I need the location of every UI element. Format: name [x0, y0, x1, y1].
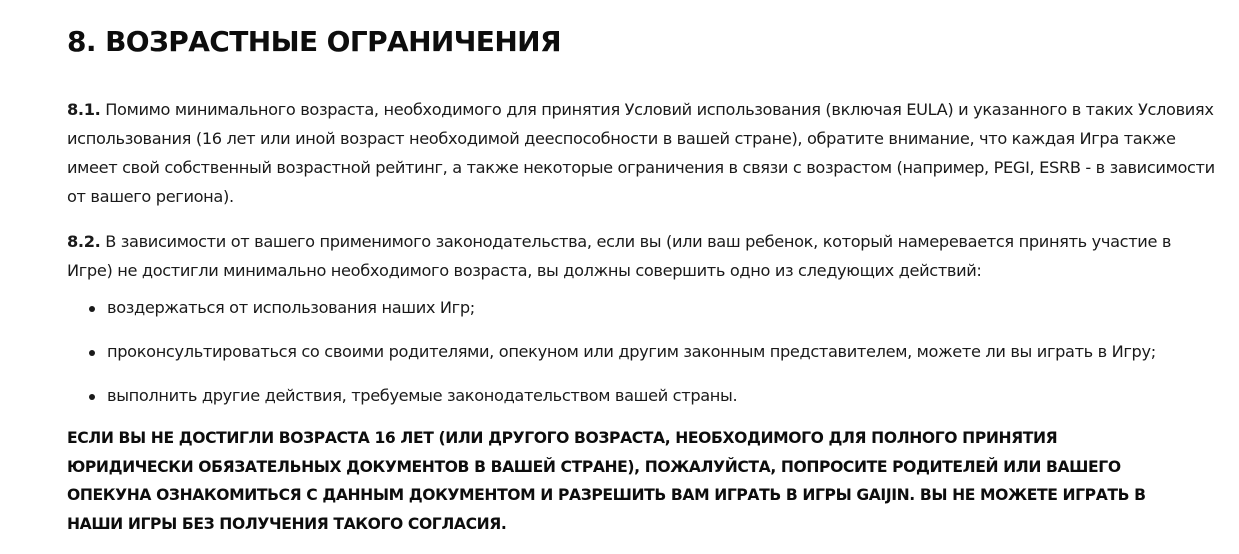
list-item: [67, 297, 1217, 319]
list-item-text: воздержаться от использования наших Игр;: [107, 298, 475, 317]
clause-8-2-text: В зависимости от вашего применимого законодательства, если вы (или ваш ребенок, который намеревается принять участие в Игре) не достигли минимально необходимого возраста, вы должны совершить одно из следующих действий:: [67, 232, 1172, 280]
clause-8-1: [67, 95, 1217, 211]
clause-8-1-text: Помимо минимального возраста, необходимого для принятия Условий использования (включая EULA) и указанного в таких Условиях использования (16 лет или иной возраст необходимой дееспособности в вашей стране), обратите внимание, что каждая Игра также имеет свой собственный возрастной рейтинг, а также некоторые ограничения в связи с возрастом (например, PEGI, ESRB - в зависимости от вашего региона).: [67, 100, 1215, 206]
bullet-dot-icon: [89, 350, 95, 356]
section-title: 8. ВОЗРАСТНЫЕ ОГРАНИЧЕНИЯ: [67, 25, 561, 58]
clause-8-2-number: 8.2.: [67, 232, 101, 251]
clause-8-1-number: 8.1.: [67, 100, 101, 119]
list-item-text: проконсультироваться со своими родителями, опекуном или другим законным представителем, можете ли вы играть в Игру;: [107, 342, 1156, 361]
clause-8-2: [67, 227, 1217, 285]
list-item: [67, 385, 1217, 407]
clause-8-2-list: [67, 297, 1217, 407]
bullet-dot-icon: [89, 394, 95, 400]
list-item: [67, 341, 1217, 363]
list-item-text: выполнить другие действия, требуемые законодательством вашей страны.: [107, 386, 738, 405]
bullet-dot-icon: [89, 306, 95, 312]
age-warning: ЕСЛИ ВЫ НЕ ДОСТИГЛИ ВОЗРАСТА 16 ЛЕТ (ИЛИ ДРУГОГО ВОЗРАСТА, НЕОБХОДИМОГО ДЛЯ ПОЛНОГО ПРИНЯТИЯ ЮРИДИЧЕСКИ ОБЯЗАТЕЛЬНЫХ ДОКУМЕНТОВ В ВАШЕЙ СТРАНЕ), ПОЖАЛУЙСТА, ПОПРОСИТЕ РОДИТЕЛЕЙ ИЛИ ВАШЕГО ОПЕКУНА ОЗНАКОМИТЬСЯ С ДАННЫМ ДОКУМЕНТОМ И РАЗРЕШИТЬ ВАМ ИГРАТЬ В ИГРЫ GAIJIN. ВЫ НЕ МОЖЕТЕ ИГРАТЬ В НАШИ ИГРЫ БЕЗ ПОЛУЧЕНИЯ ТАКОГО СОГЛАСИЯ.: [67, 429, 1146, 533]
document-section: [67, 0, 1217, 538]
